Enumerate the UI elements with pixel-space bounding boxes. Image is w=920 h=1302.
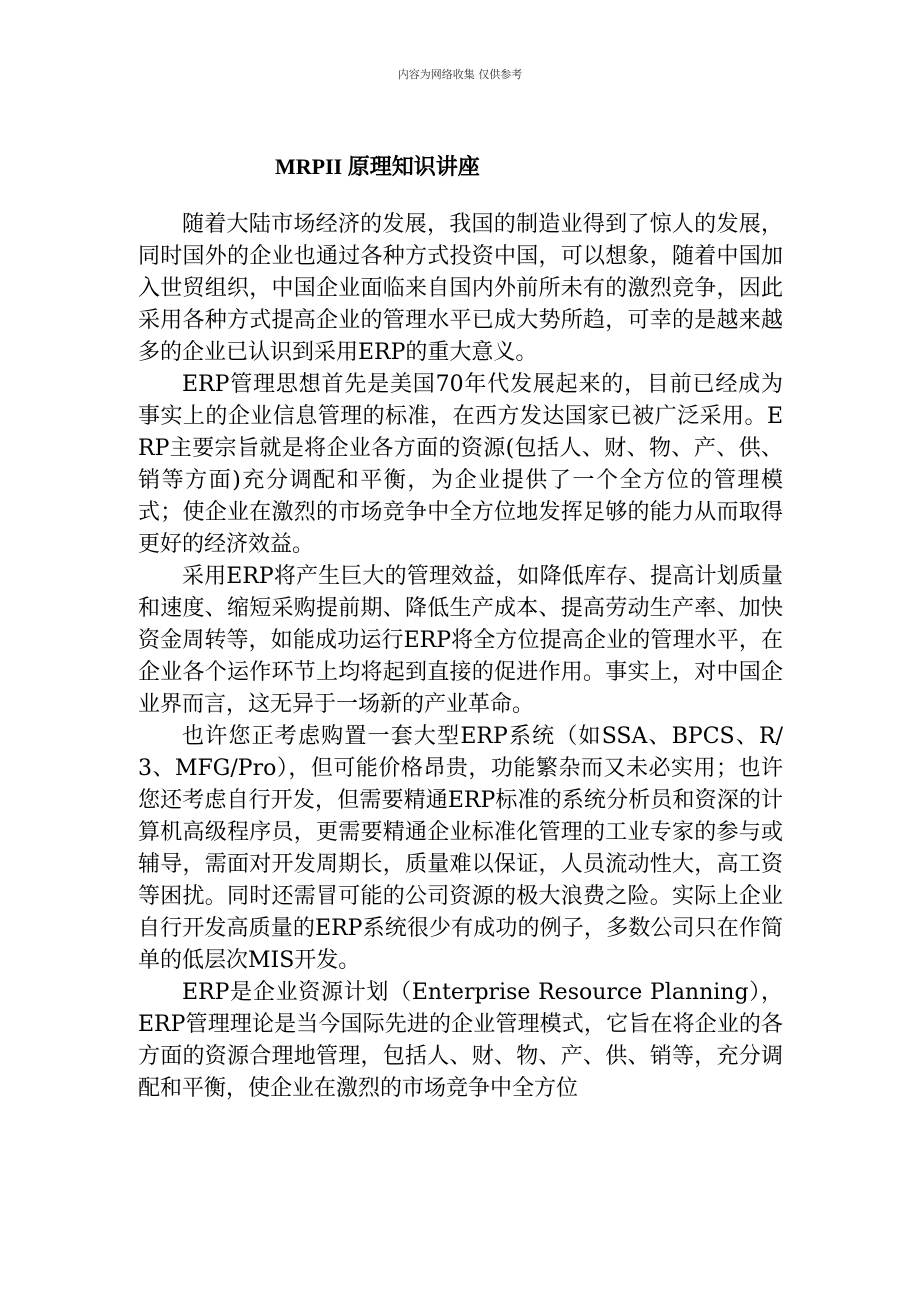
paragraph-4: 也许您正考虑购置一套大型ERP系统（如SSA、BPCS、R/3、MFG/Pro），但可能价格昂贵，功能繁杂而又未必实用；也许您还考虑自行开发，但需要精通ERP标准的系统分析员和资深的计算机高级程序员，更需要精通企业标准化管理的工业专家的参与或辅导，需面对开发周期长，质量难以保证，人员流动性大，高工资等困扰。同时还需冒可能的公司资源的极大浪费之险。实际上企业自行开发高质量的ERP系统很少有成功的例子，多数公司只在作简单的低层次MIS开发。 [138, 724, 783, 973]
paragraph-5: ERP是企业资源计划（Enterprise Resource Planning），ERP管理理论是当今国际先进的企业管理模式，它旨在将企业的各方面的资源合理地管理，包括人、财、物、产、供、销等，充分调配和平衡，使企业在激烈的市场竞争中全方位 [138, 980, 783, 1101]
paragraph-1: 随着大陆市场经济的发展，我国的制造业得到了惊人的发展，同时国外的企业也通过各种方式投资中国，可以想象，随着中国加入世贸组织，中国企业面临来自国内外前所未有的激烈竞争，因此采用各种方式提高企业的管理水平已成大势所趋，可幸的是越来越多的企业已认识到采用ERP的重大意义。 [138, 212, 783, 365]
document-title: MRPII 原理知识讲座 [275, 154, 480, 179]
paragraph-2: ERP管理思想首先是美国70年代发展起来的，目前已经成为事实上的企业信息管理的标准，在西方发达国家已被广泛采用。ERP主要宗旨就是将企业各方面的资源(包括人、财、物、产、供、销等方面)充分调配和平衡，为企业提供了一个全方位的管理模式；使企业在激烈的市场竞争中全方位地发挥足够的能力从而取得更好的经济效益。 [138, 372, 783, 557]
paragraph-3: 采用ERP将产生巨大的管理效益，如降低库存、提高计划质量和速度、缩短采购提前期、降低生产成本、提高劳动生产率、加快资金周转等，如能成功运行ERP将全方位提高企业的管理水平，在企业各个运作环节上均将起到直接的促进作用。事实上，对中国企业界而言，这无异于一场新的产业革命。 [138, 564, 783, 717]
header-disclaimer: 内容为网络收集 仅供参考 [397, 68, 523, 81]
document-body [138, 209, 783, 1105]
